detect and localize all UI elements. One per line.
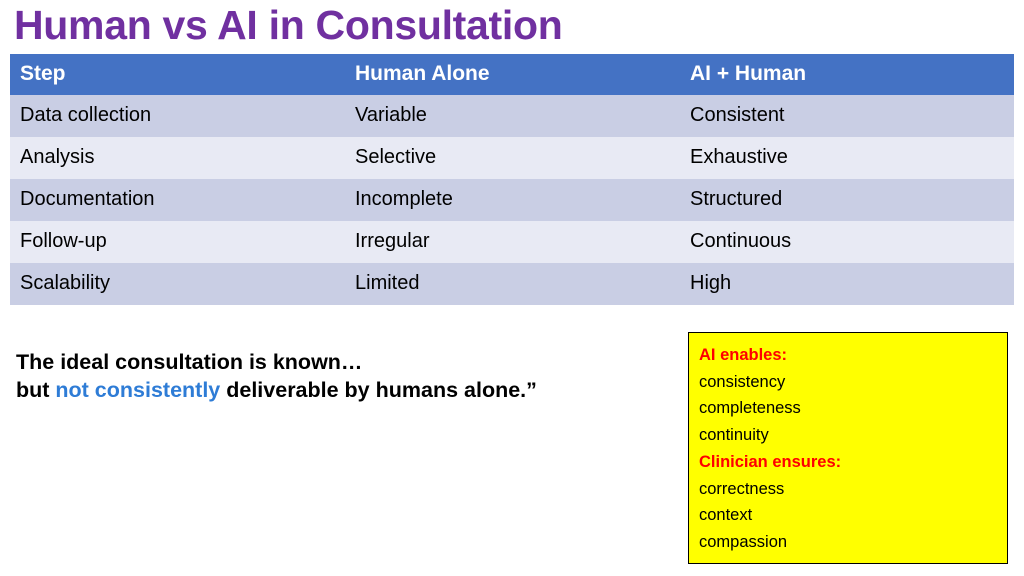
cell-step: Analysis — [10, 137, 345, 179]
cell-ai-human: Continuous — [680, 221, 1014, 263]
table-row — [10, 95, 1014, 137]
cell-step: Follow-up — [10, 221, 345, 263]
cell-human-alone: Irregular — [345, 221, 680, 263]
table-row — [10, 137, 1014, 179]
cell-ai-human: Structured — [680, 179, 1014, 221]
callout-box — [688, 332, 1008, 564]
statement-highlight: not consistently — [55, 378, 221, 403]
page-title: Human vs AI in Consultation — [14, 2, 563, 48]
cell-ai-human: Exhaustive — [680, 137, 1014, 179]
statement-line-1: The ideal consultation is known… — [16, 350, 363, 374]
column-header-step: Step — [10, 54, 345, 95]
table-header-row — [10, 54, 1014, 95]
column-header-ai-human: AI + Human — [680, 54, 1014, 95]
callout-item: continuity — [699, 426, 769, 445]
callout-item: compassion — [699, 533, 788, 552]
callout-item: context — [699, 506, 753, 525]
table-row — [10, 263, 1014, 305]
cell-human-alone: Selective — [345, 137, 680, 179]
cell-step: Documentation — [10, 179, 345, 221]
statement-line-2-prefix: but — [16, 378, 56, 403]
callout-heading-clinician: Clinician ensures: — [699, 452, 842, 471]
cell-human-alone: Incomplete — [345, 179, 680, 221]
comparison-table — [10, 54, 1014, 305]
cell-ai-human: Consistent — [680, 95, 1014, 137]
column-header-human-alone: Human Alone — [345, 54, 680, 95]
callout-item: consistency — [699, 372, 786, 391]
callout-item: correctness — [699, 479, 785, 498]
statement-line-2 — [16, 376, 666, 404]
table-row — [10, 179, 1014, 221]
cell-ai-human: High — [680, 263, 1014, 305]
statement-line-2-suffix: deliverable by humans alone.” — [220, 378, 537, 403]
cell-step: Scalability — [10, 263, 345, 305]
table-row — [10, 221, 1014, 263]
comparison-table-wrapper — [10, 54, 1014, 305]
callout-item: completeness — [699, 399, 801, 418]
callout-heading-ai: AI enables: — [699, 346, 788, 364]
statement-text — [16, 348, 666, 405]
cell-step: Data collection — [10, 95, 345, 137]
cell-human-alone: Limited — [345, 263, 680, 305]
cell-human-alone: Variable — [345, 95, 680, 137]
